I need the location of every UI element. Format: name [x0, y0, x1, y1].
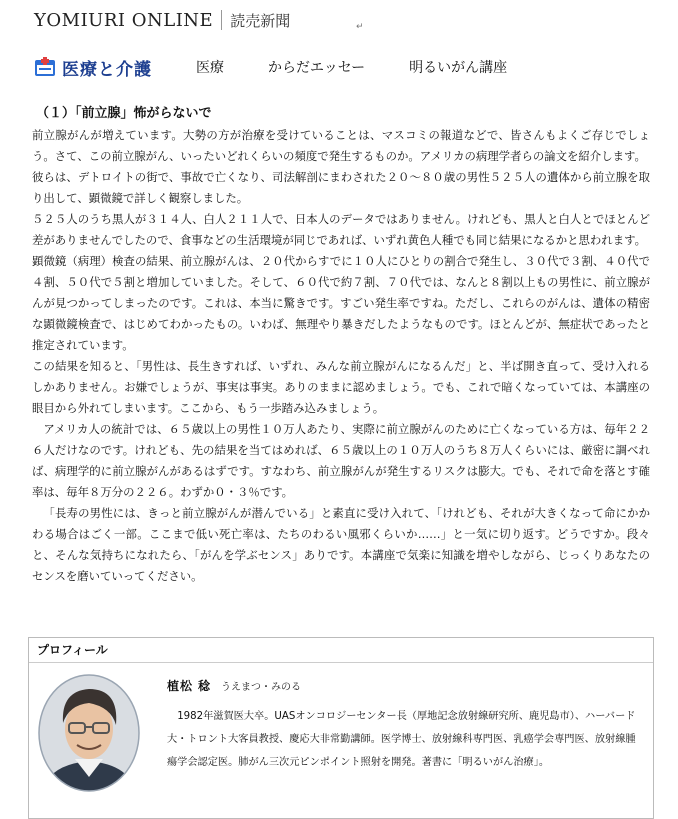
- author-bio: 1982年滋賀医大卒。UASオンコロジーセンター長（厚地記念放射線研究所、鹿児島市）、ハーバード大・トロント大客員教授、慶応大非常勤講師。医学博士、放射線科専門医、乳癌学会専門医、放射線腫瘍学会認定医。肺がん三次元ピンポイント照射を開発。著書に「明るいがん治療」。: [167, 711, 636, 768]
- section-logo[interactable]: [34, 55, 152, 80]
- author-name-line: [167, 677, 301, 694]
- newspaper-name[interactable]: 読売新聞: [230, 11, 291, 30]
- article-title: （１）「前立腺」怖がらないで: [36, 106, 212, 121]
- author-profile: [28, 637, 654, 819]
- article-paragraph: アメリカ人の統計では、６５歳以上の男性１０万人あたり、実際に前立腺がんのために亡くなっている方は、毎年２２６人だけなのです。けれども、先の結果を当てはめれば、６５歳以上の１０万人のうち８万人くらいには、厳密に調べれば、病理学的に前立腺がんがあるはずです。すなわち、前立腺がんが発生するリスクは膨大。でも、それで命を落とす確率は、毎年８万分の２２６。わずか０・３％です。: [32, 422, 650, 499]
- brand-divider: [221, 10, 222, 30]
- nav-item-cancer-course[interactable]: 明るいがん講座: [409, 60, 508, 76]
- profile-heading: プロフィール: [29, 638, 653, 663]
- article: [32, 102, 650, 587]
- author-name-reading: うえまつ・みのる: [221, 682, 302, 693]
- article-paragraph: この結果を知ると、「男性は、長生きすれば、いずれ、みんな前立腺がんになるんだ」と、半ば開き直って、受け入れるしかありません。お嫌でしょうが、事実は事実。ありのままに認めましょう。でも、これで暗くなっていては、本講座の眼目から外れてしまいます。ここから、もう一歩踏み込みましょう。: [32, 359, 650, 415]
- author-name: 植松 稔: [167, 679, 212, 693]
- profile-body: [29, 663, 653, 818]
- author-photo: [37, 673, 141, 793]
- article-paragraph: 顕微鏡（病理）検査の結果、前立腺がんは、２０代からすでに１０人にひとりの割合で発生し、３０代で３割、４０代で４割、５０代で５割と増加していました。そして、６０代で約７割、７０代では、なんと８割以上もの男性に、前立腺がんが見つかってしまったのです。これは、本当に驚きです。すごい発生率ですね。ただし、これらのがんは、遺体の精密な顕微鏡検査で、はじめてわかったもの。いわば、無理やり暴きだしたようなものです。ほとんどが、無症状であったと推定されています。: [32, 254, 650, 352]
- nav-item-body-essay[interactable]: からだエッセー: [268, 60, 366, 76]
- section-nav: [196, 57, 551, 77]
- article-paragraph: 前立腺がんが増えています。大勢の方が治療を受けていることは、マスコミの報道などで、皆さんもよくご存じでしょう。さて、この前立腺がん、いったいどれくらいの頻度で発生するものか。アメリカの病理学者らの論文を紹介します。: [32, 128, 650, 163]
- site-brand[interactable]: YOMIURI ONLINE: [34, 9, 214, 31]
- masthead: [34, 8, 290, 32]
- article-paragraph: 「長寿の男性には、きっと前立腺がんが潜んでいる」と素直に受け入れて、「けれども、それが大きくなって命にかかわる場合はごく一部。ここまで低い死亡率は、たちのわるい風邪くらいか……」と一気に切り返す。どうですか。段々と、そんな気持ちになれたら、「がんを学ぶセンス」ありです。本講座で気楽に知識を増やしながら、じっくりあなたのセンスを磨いていってください。: [32, 506, 650, 583]
- medical-care-icon: [34, 56, 56, 78]
- section-title: 医療と介護: [62, 59, 152, 80]
- nav-item-medical[interactable]: 医療: [196, 60, 224, 76]
- section-header: [34, 52, 634, 82]
- article-paragraph: 彼らは、デトロイトの街で、事故で亡くなり、司法解剖にまわされた２０〜８０歳の男性５２５人の遺体から前立腺を取り出して、顕微鏡で詳しく観察しました。: [32, 170, 650, 205]
- article-paragraph: ５２５人のうち黒人が３１４人、白人２１１人で、日本人のデータではありません。けれども、黒人と白人とでほとんど差がありませんでしたので、食事などの生活環境が同じであれば、いずれ黄色人種でも同じ結果になるかと思われます。: [32, 212, 650, 247]
- paragraph-mark-icon: ↵: [356, 22, 364, 32]
